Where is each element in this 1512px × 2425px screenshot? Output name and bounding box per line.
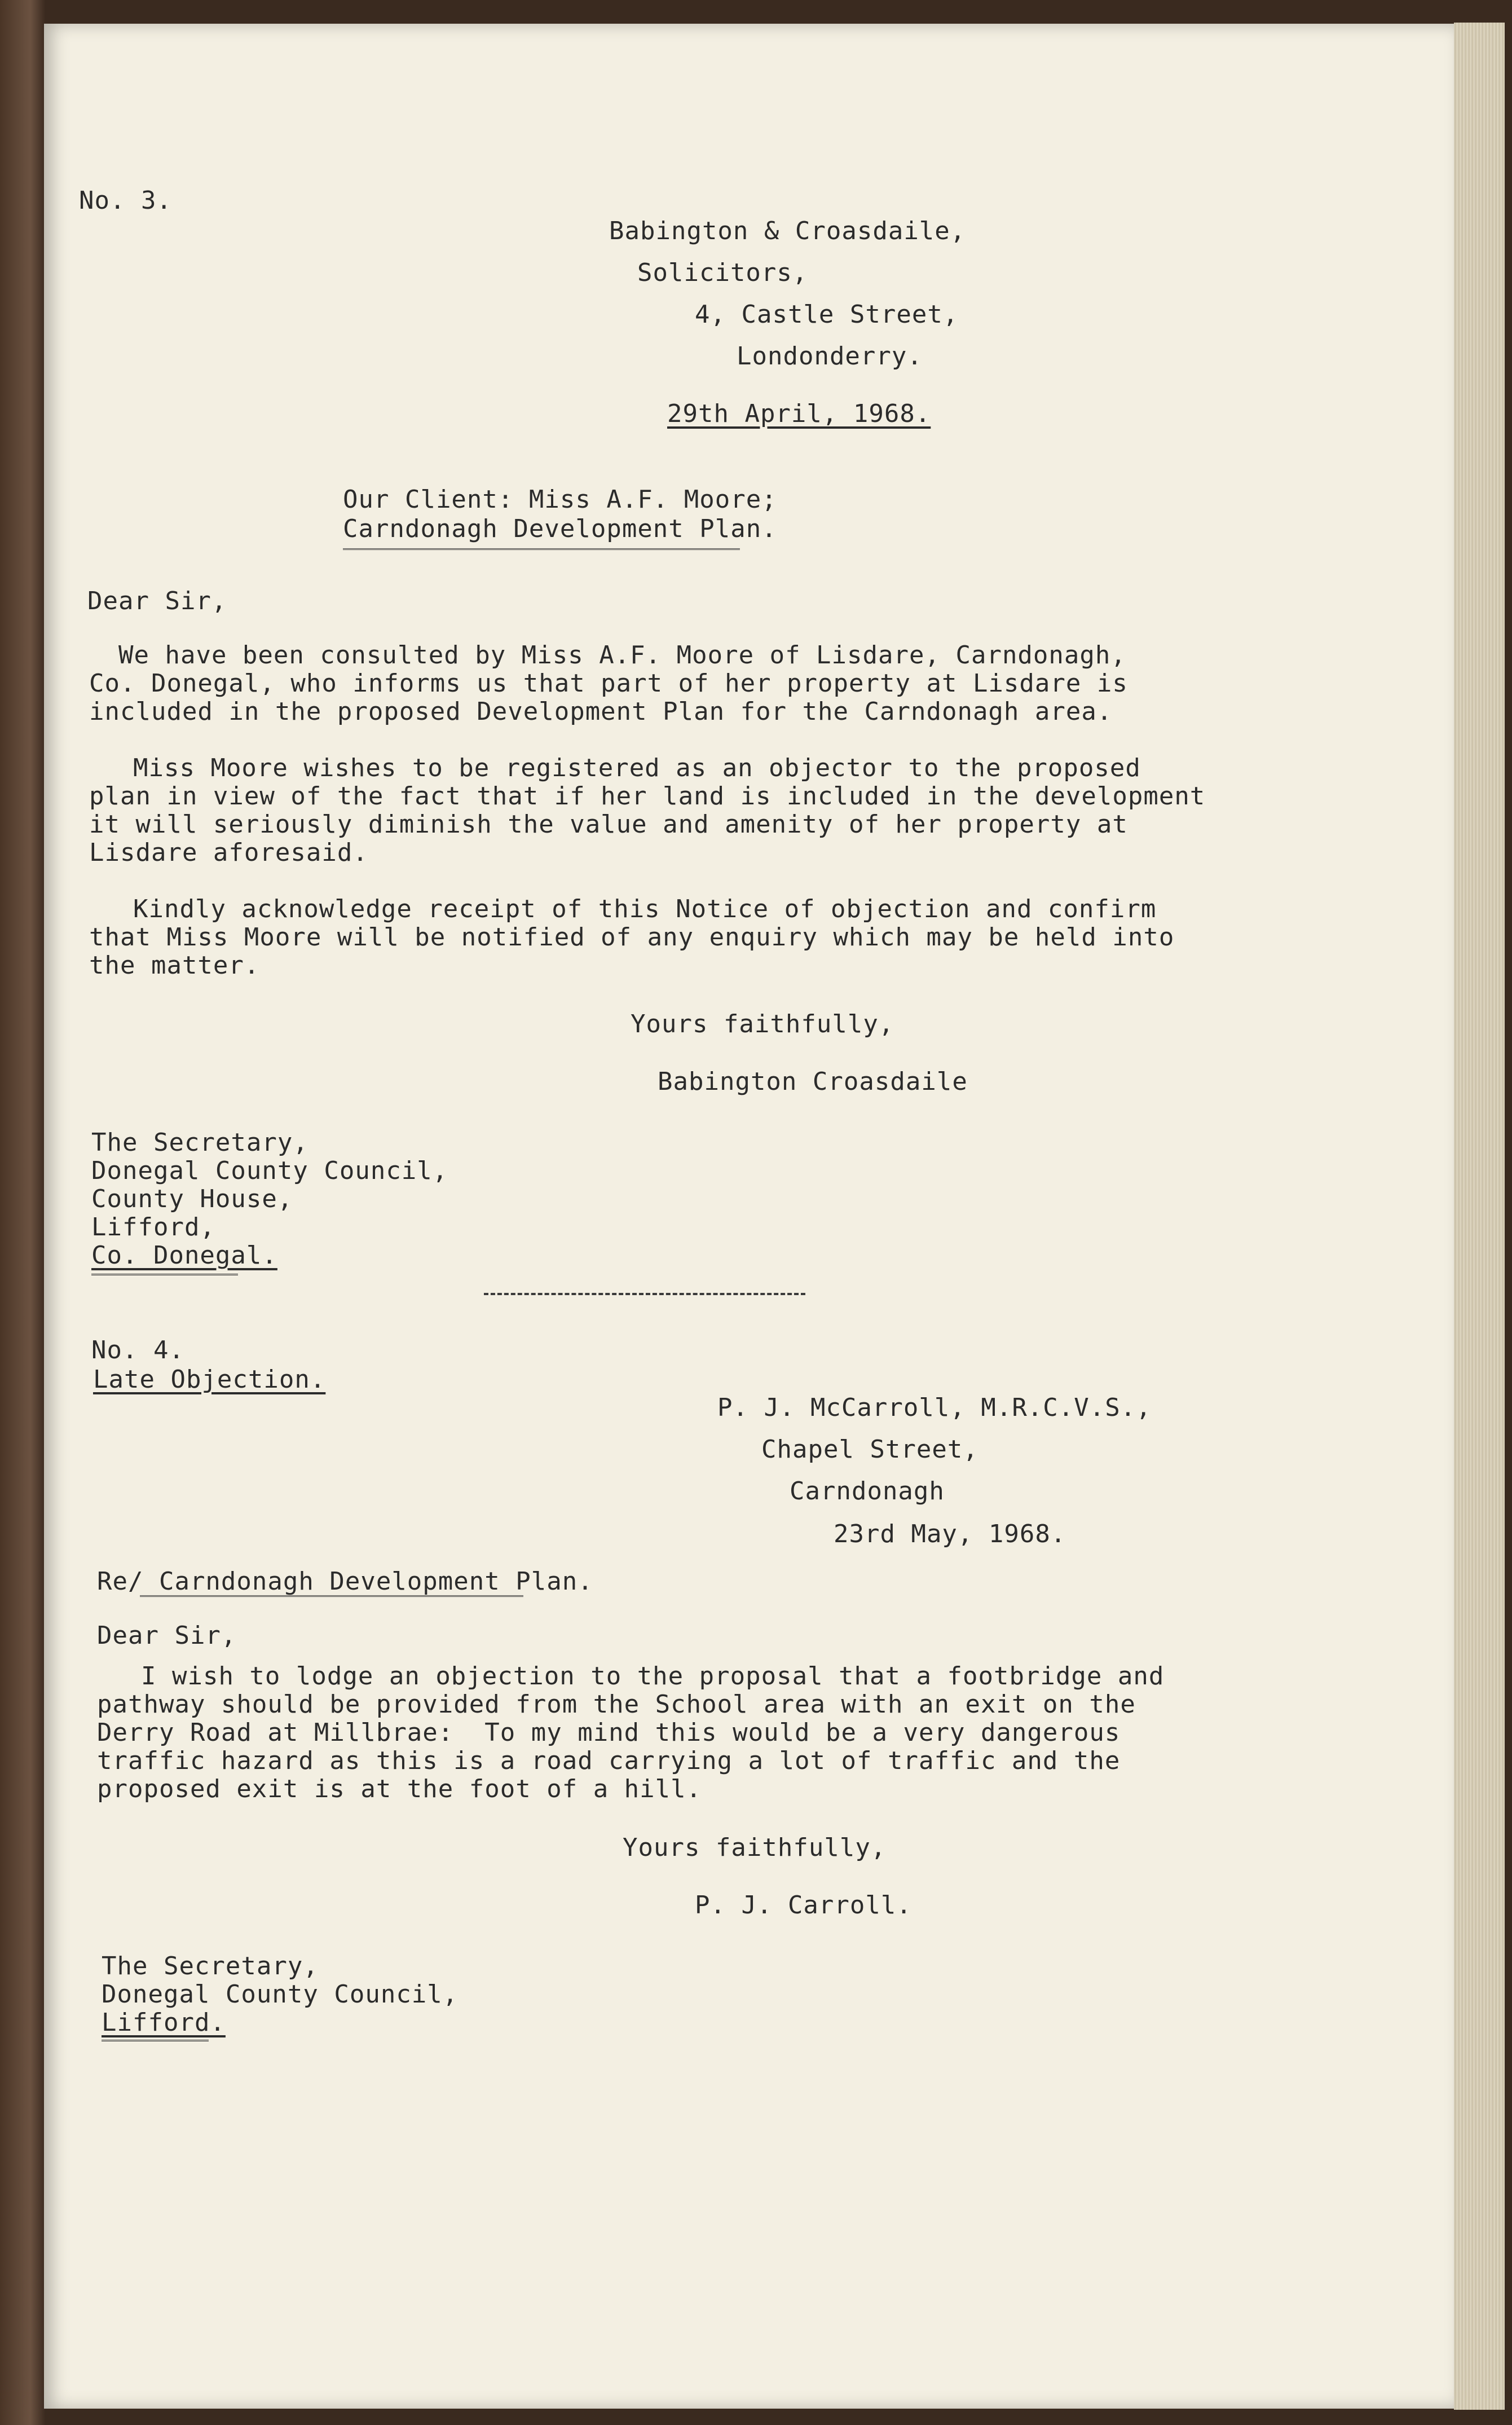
sender-name: P. J. McCarroll, M.R.C.V.S.,: [717, 1393, 1152, 1422]
paragraph-line: it will seriously diminish the value and amenity of her property at: [89, 810, 1128, 839]
paragraph-line: Co. Donegal, who informs us that part of her property at Lisdare is: [89, 669, 1128, 698]
paragraph-line: pathway should be provided from the School area with an exit on the: [97, 1690, 1136, 1719]
sender-city: Londonderry.: [737, 342, 923, 371]
letter-date: 23rd May, 1968.: [834, 1520, 1066, 1548]
address-line: The Secretary,: [91, 1128, 308, 1157]
subject-double-underline: [140, 1595, 523, 1600]
signature: P. J. Carroll.: [695, 1891, 912, 1920]
address-line: Co. Donegal.: [91, 1241, 277, 1270]
sender-street: Chapel Street,: [761, 1435, 978, 1464]
salutation: Dear Sir,: [87, 587, 227, 615]
address-line: Donegal County Council,: [91, 1156, 448, 1185]
paragraph-line: Lisdare aforesaid.: [89, 838, 368, 867]
paragraph-line: proposed exit is at the foot of a hill.: [97, 1775, 702, 1803]
letter-number: No. 3.: [79, 186, 172, 215]
address-line: Lifford,: [91, 1213, 215, 1242]
document-page: [44, 24, 1454, 2409]
paragraph-line: that Miss Moore will be notified of any enquiry which may be held into: [89, 923, 1175, 952]
signature: Babington Croasdaile: [658, 1067, 968, 1096]
address-line: The Secretary,: [102, 1952, 319, 1981]
paragraph-line: Derry Road at Millbrae: To my mind this would be a very dangerous: [97, 1718, 1121, 1747]
sender-street: 4, Castle Street,: [695, 300, 959, 329]
salutation: Dear Sir,: [97, 1621, 237, 1650]
paragraph-line: traffic hazard as this is a road carrying a lot of traffic and the: [97, 1746, 1121, 1775]
paragraph-line: plan in view of the fact that if her land is included in the development: [89, 782, 1206, 811]
paragraph-line: We have been consulted by Miss A.F. Moore of Lisdare, Carndonagh,: [118, 641, 1126, 670]
paragraph-line: included in the proposed Development Plan for the Carndonagh area.: [89, 697, 1113, 726]
sender-title: Solicitors,: [637, 258, 808, 287]
subject-line: Re/ Carndonagh Development Plan.: [97, 1567, 593, 1596]
address-double-underline: [91, 1274, 238, 1279]
paragraph-line: the matter.: [89, 951, 260, 980]
paragraph-line: Miss Moore wishes to be registered as an objector to the proposed: [133, 754, 1141, 782]
section-divider: [484, 1293, 805, 1295]
letter-number: No. 4.: [91, 1336, 184, 1365]
paragraph-line: Kindly acknowledge receipt of this Notice of objection and confirm: [133, 895, 1157, 923]
late-objection-label: Late Objection.: [93, 1365, 326, 1394]
address-double-underline: [102, 2040, 209, 2045]
sender-city: Carndonagh: [790, 1477, 945, 1506]
address-line: Lifford.: [102, 2008, 226, 2037]
subject-double-underline: [343, 548, 740, 553]
closing: Yours faithfully,: [623, 1833, 887, 1862]
letter-date: 29th April, 1968.: [667, 399, 931, 428]
client-reference: Our Client: Miss A.F. Moore;: [343, 485, 777, 514]
page-edges: [1454, 23, 1505, 2410]
address-line: County House,: [91, 1185, 293, 1213]
address-line: Donegal County Council,: [102, 1980, 459, 2009]
subject-line: Carndonagh Development Plan.: [343, 514, 777, 543]
closing: Yours faithfully,: [631, 1010, 894, 1038]
sender-name: Babington & Croasdaile,: [609, 217, 966, 245]
paragraph-line: I wish to lodge an objection to the proposal that a footbridge and: [141, 1662, 1165, 1691]
